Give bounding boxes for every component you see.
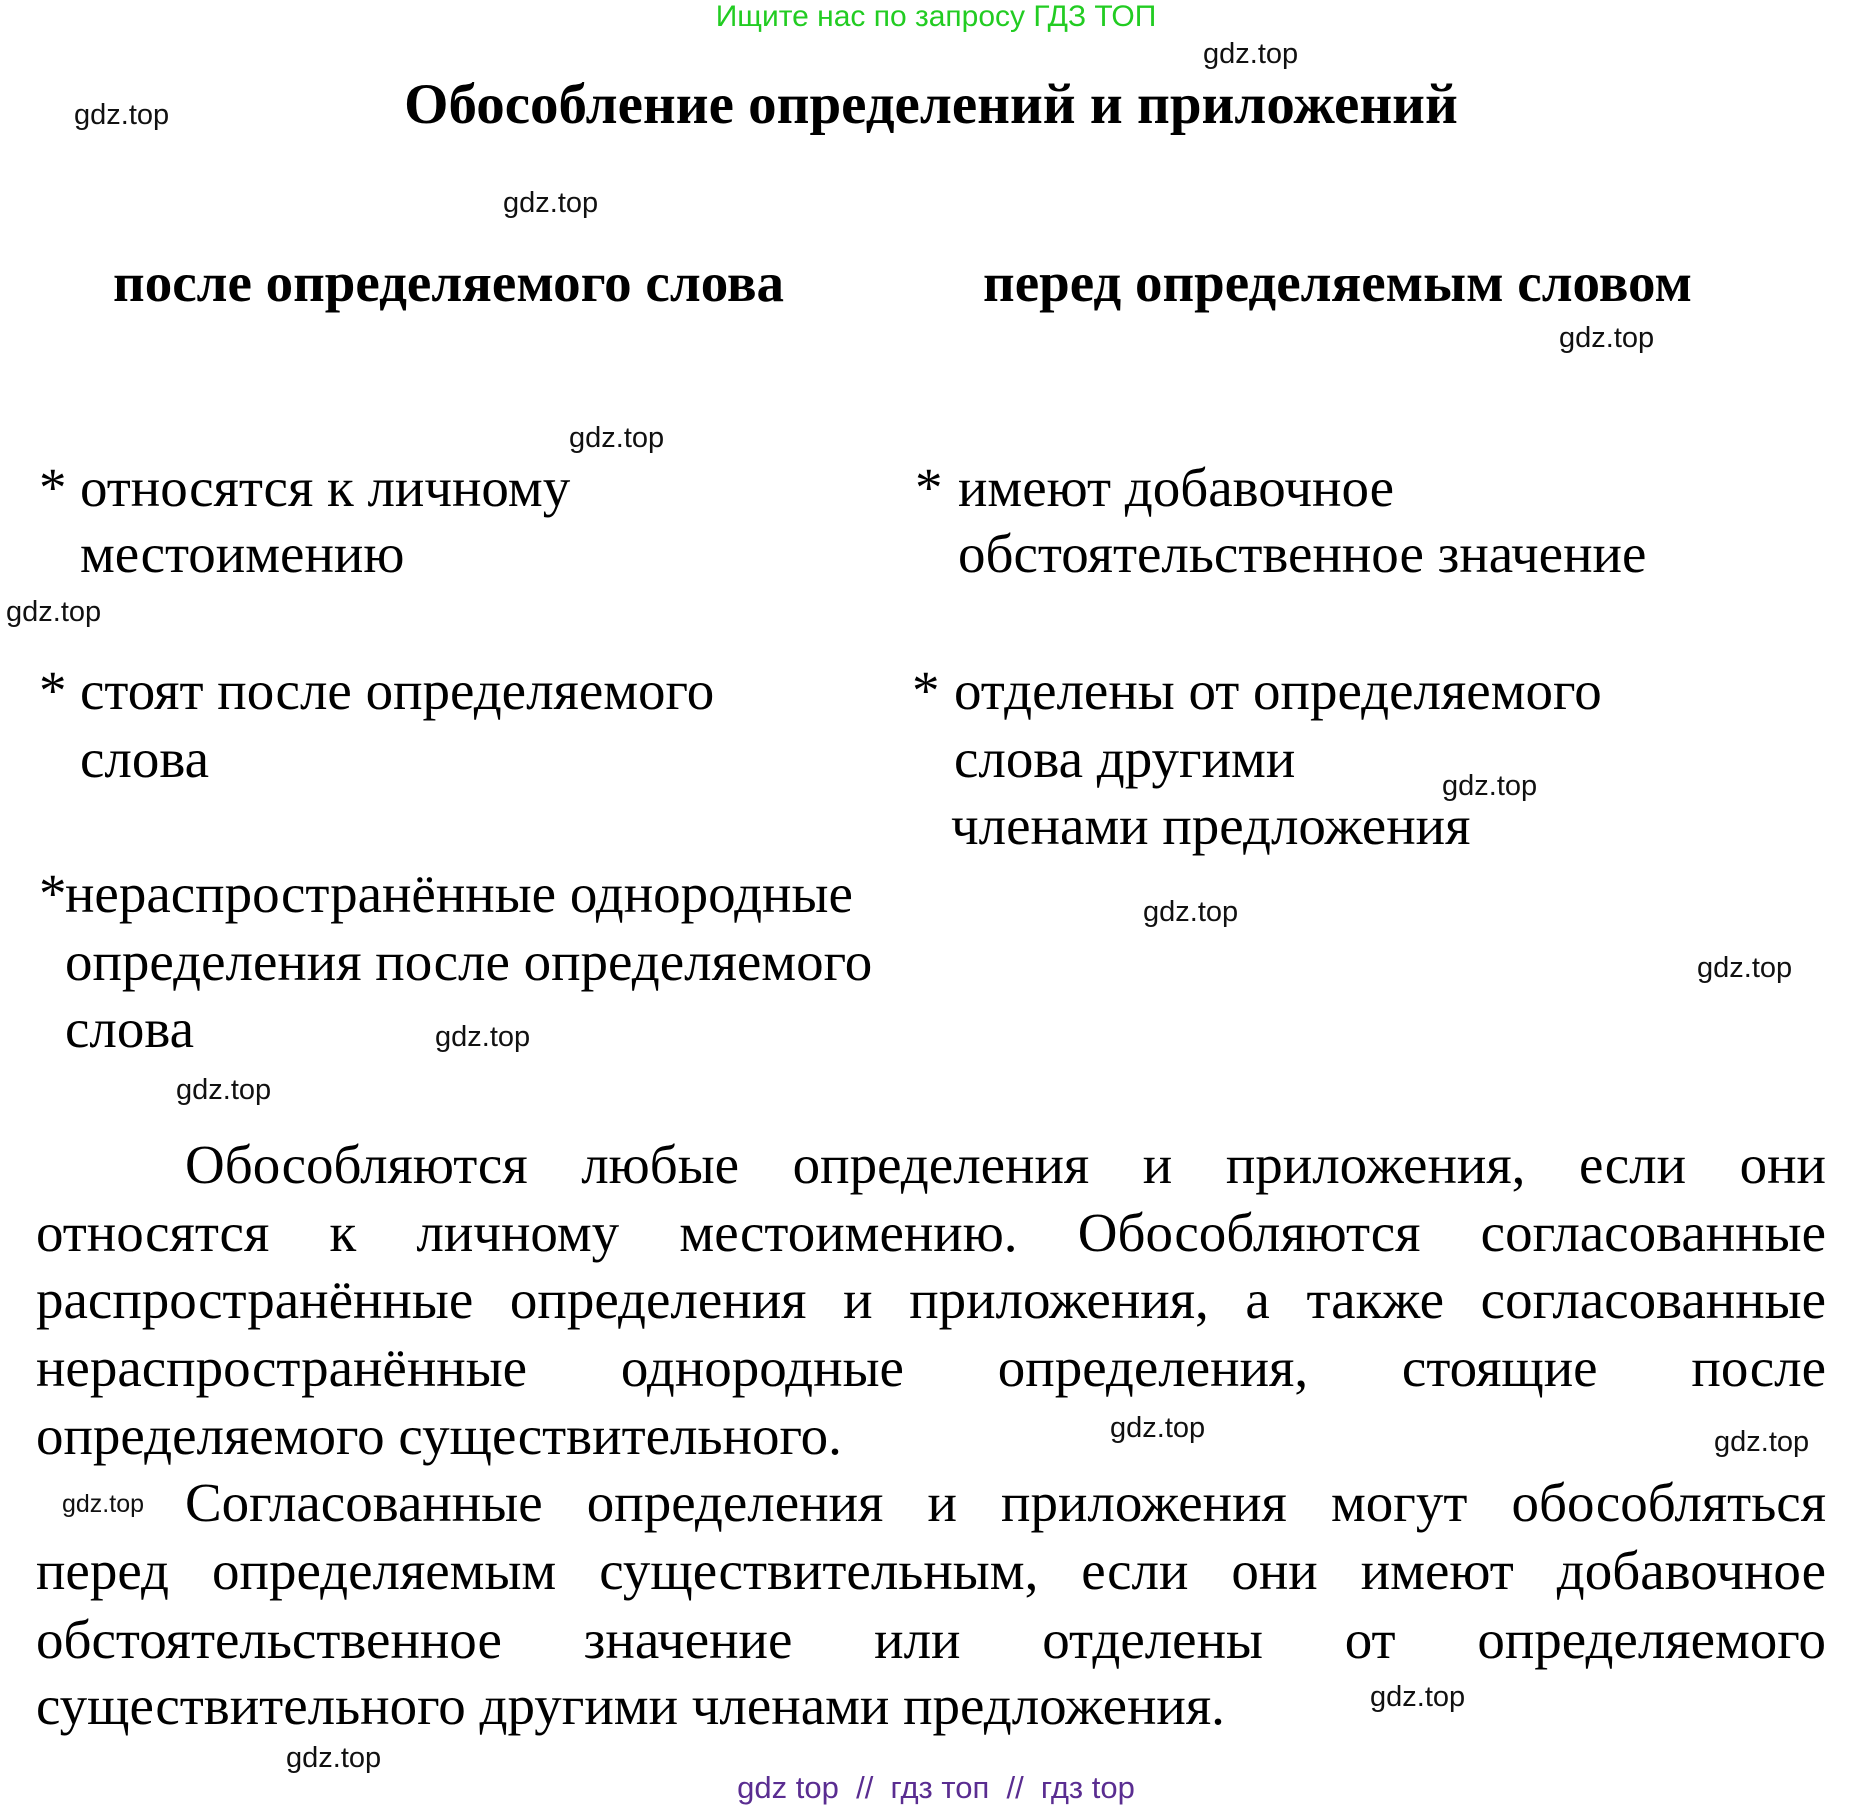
paragraph-line: нераспространённые однородные определения, стоящие после (36, 1337, 1826, 1398)
watermark: gdz.top (6, 596, 102, 628)
promo-banner: Ищите нас по запросу ГДЗ ТОП (715, 0, 1157, 33)
page-title: Обособление определений и приложений (404, 73, 1458, 136)
watermark: gdz.top (1714, 1426, 1810, 1458)
list-item-line: слова (65, 998, 195, 1059)
paragraph-line: обстоятельственное значение или отделены от определяемого (36, 1609, 1826, 1670)
paragraph-line: относятся к личному местоимению. Обособляются согласованные (36, 1202, 1826, 1263)
paragraph-line: определяемого существительного. (36, 1405, 842, 1466)
list-item-line: имеют добавочное (958, 457, 1395, 518)
watermark: gdz.top (435, 1021, 531, 1053)
watermark: gdz.top (286, 1742, 382, 1774)
paragraph-line: Согласованные определения и приложения могут обособляться (185, 1472, 1826, 1533)
watermark: gdz.top (503, 187, 599, 219)
bullet-asterisk: * (39, 457, 67, 518)
footer-links: gdz top // гдз топ // гдз top (737, 1770, 1135, 1805)
watermark: gdz.top (569, 422, 665, 454)
watermark: gdz.top (1110, 1412, 1206, 1444)
column-heading-before: перед определяемым словом (983, 252, 1692, 313)
list-item-line: членами предложения (951, 795, 1471, 856)
bullet-asterisk: * (39, 660, 67, 721)
list-item-line: местоимению (80, 523, 405, 584)
paragraph-line: распространённые определения и приложения, а также согласованные (36, 1269, 1826, 1330)
paragraph-line: существительного другими членами предложения. (36, 1675, 1225, 1736)
watermark: gdz.top (1370, 1681, 1466, 1713)
paragraph-line: перед определяемым существительным, если они имеют добавочное (36, 1540, 1826, 1601)
list-item-line: отделены от определяемого (954, 660, 1602, 721)
watermark: gdz.top (62, 1490, 145, 1518)
list-item-line: стоят после определяемого (80, 660, 715, 721)
watermark: gdz.top (1203, 38, 1299, 70)
watermark: gdz.top (1697, 952, 1793, 984)
paragraph-line: Обособляются любые определения и приложения, если они (185, 1134, 1826, 1195)
list-item-line: слова (80, 728, 210, 789)
list-item-line: определения после определяемого (65, 931, 873, 992)
watermark: gdz.top (1442, 770, 1538, 802)
column-heading-after: после определяемого слова (113, 252, 785, 313)
watermark: gdz.top (1559, 322, 1655, 354)
list-item-line: нераспространённые однородные (65, 863, 853, 924)
watermark: gdz.top (1143, 896, 1239, 928)
list-item-line: относятся к личному (80, 457, 571, 518)
bullet-asterisk: * (915, 457, 943, 518)
list-item-line: обстоятельственное значение (958, 523, 1647, 584)
watermark: gdz.top (176, 1074, 272, 1106)
bullet-asterisk: * (912, 660, 940, 721)
list-item-line: слова другими (954, 728, 1296, 789)
bullet-asterisk: * (39, 863, 67, 924)
watermark: gdz.top (74, 99, 170, 131)
